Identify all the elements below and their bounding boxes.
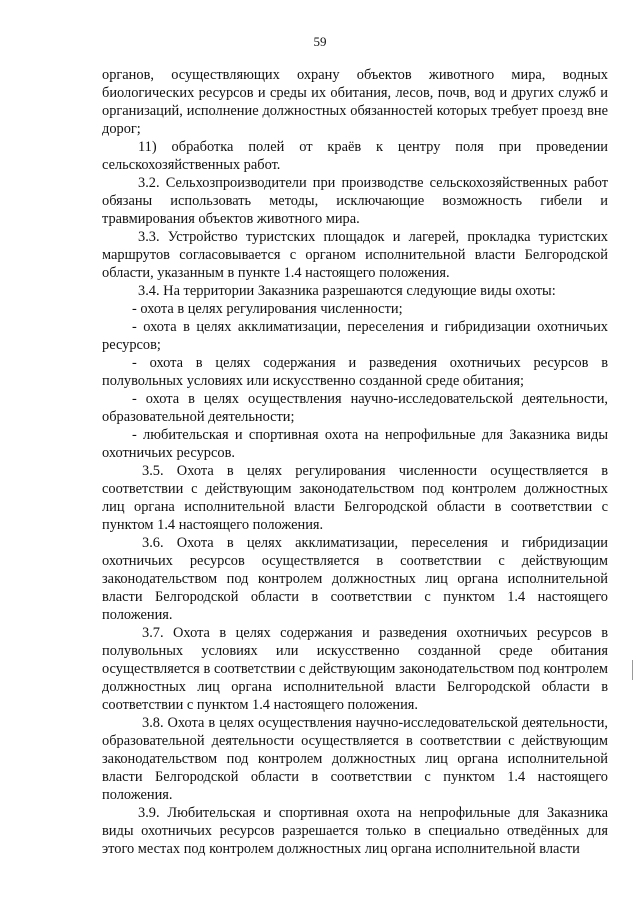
paragraph-continuation: органов, осуществляющих охрану объектов животного мира, водных биологических ресурсов и среды их обитания, лесов, почв, вод и других служб и организаций, исполнение должностных обязанностей которых требует проезд вне дорог; xyxy=(102,67,608,137)
paragraph-3-5: 3.5. Охота в целях регулирования численности осуществляется в соответствии с действующим законодательством под контролем должностных лиц органа исполнительной власти Белгородской области в соответствии с пунктом 1.4 настоящего положения. xyxy=(102,463,608,533)
paragraph-3-4: 3.4. На территории Заказника разрешаются следующие виды охоты: xyxy=(138,283,556,299)
list-item-acclimatization: - охота в целях акклиматизации, переселения и гибридизации охотничьих ресурсов; xyxy=(102,319,608,353)
paragraph-3-3: 3.3. Устройство туристских площадок и лагерей, прокладка туристских маршрутов согласовывается с органом исполнительной власти Белгородской области, указанным в пункте 1.4 настоящего положения. xyxy=(102,229,608,281)
paragraph-3-9: 3.9. Любительская и спортивная охота на непрофильные для Заказника виды охотничьих ресурсов разрешается только в специально отведённых для этого местах под контролем должностных лиц органа исполнительной власти xyxy=(102,805,608,857)
page-number: 59 xyxy=(313,34,327,49)
list-item-research: - охота в целях осуществления научно-исследовательской деятельности, образовательной деятельности; xyxy=(102,391,608,425)
list-item-breeding: - охота в целях содержания и разведения охотничьих ресурсов в полувольных условиях или искусственно созданной среде обитания; xyxy=(102,355,608,389)
paragraph-3-6: 3.6. Охота в целях акклиматизации, переселения и гибридизации охотничьих ресурсов осуществляется в соответствии с действующим законодательством под контролем должностных лиц органа исполнительной власти Белгородской области в соответствии с пунктом 1.4 настоящего положения. xyxy=(102,535,608,623)
scan-artifact-line xyxy=(632,660,633,680)
document-body xyxy=(102,66,608,858)
list-item-amateur-sport: - любительская и спортивная охота на непрофильные для Заказника виды охотничьих ресурсов. xyxy=(102,427,608,461)
paragraph-3-7: 3.7. Охота в целях содержания и разведения охотничьих ресурсов в полувольных условиях или искусственно созданной среде обитания осуществляется в соответствии с действующим законодательством под контролем должностных лиц органа исполнительной власти Белгородской области в соответствии с пунктом 1.4 настоящего положения. xyxy=(102,625,608,713)
paragraph-3-2: 3.2. Сельхозпроизводители при производстве сельскохозяйственных работ обязаны использовать методы, исключающие возможность гибели и травмирования объектов животного мира. xyxy=(102,175,608,227)
list-item-regulation: - охота в целях регулирования численности; xyxy=(132,301,403,317)
paragraph-item-11: 11) обработка полей от краёв к центру поля при проведении сельскохозяйственных работ. xyxy=(102,139,608,173)
paragraph-3-8: 3.8. Охота в целях осуществления научно-исследовательской деятельности, образовательной деятельности осуществляется в соответствии с действующим законодательством под контролем должностных лиц органа исполнительной власти Белгородской области в соответствии с пунктом 1.4 настоящего положения. xyxy=(102,715,608,803)
